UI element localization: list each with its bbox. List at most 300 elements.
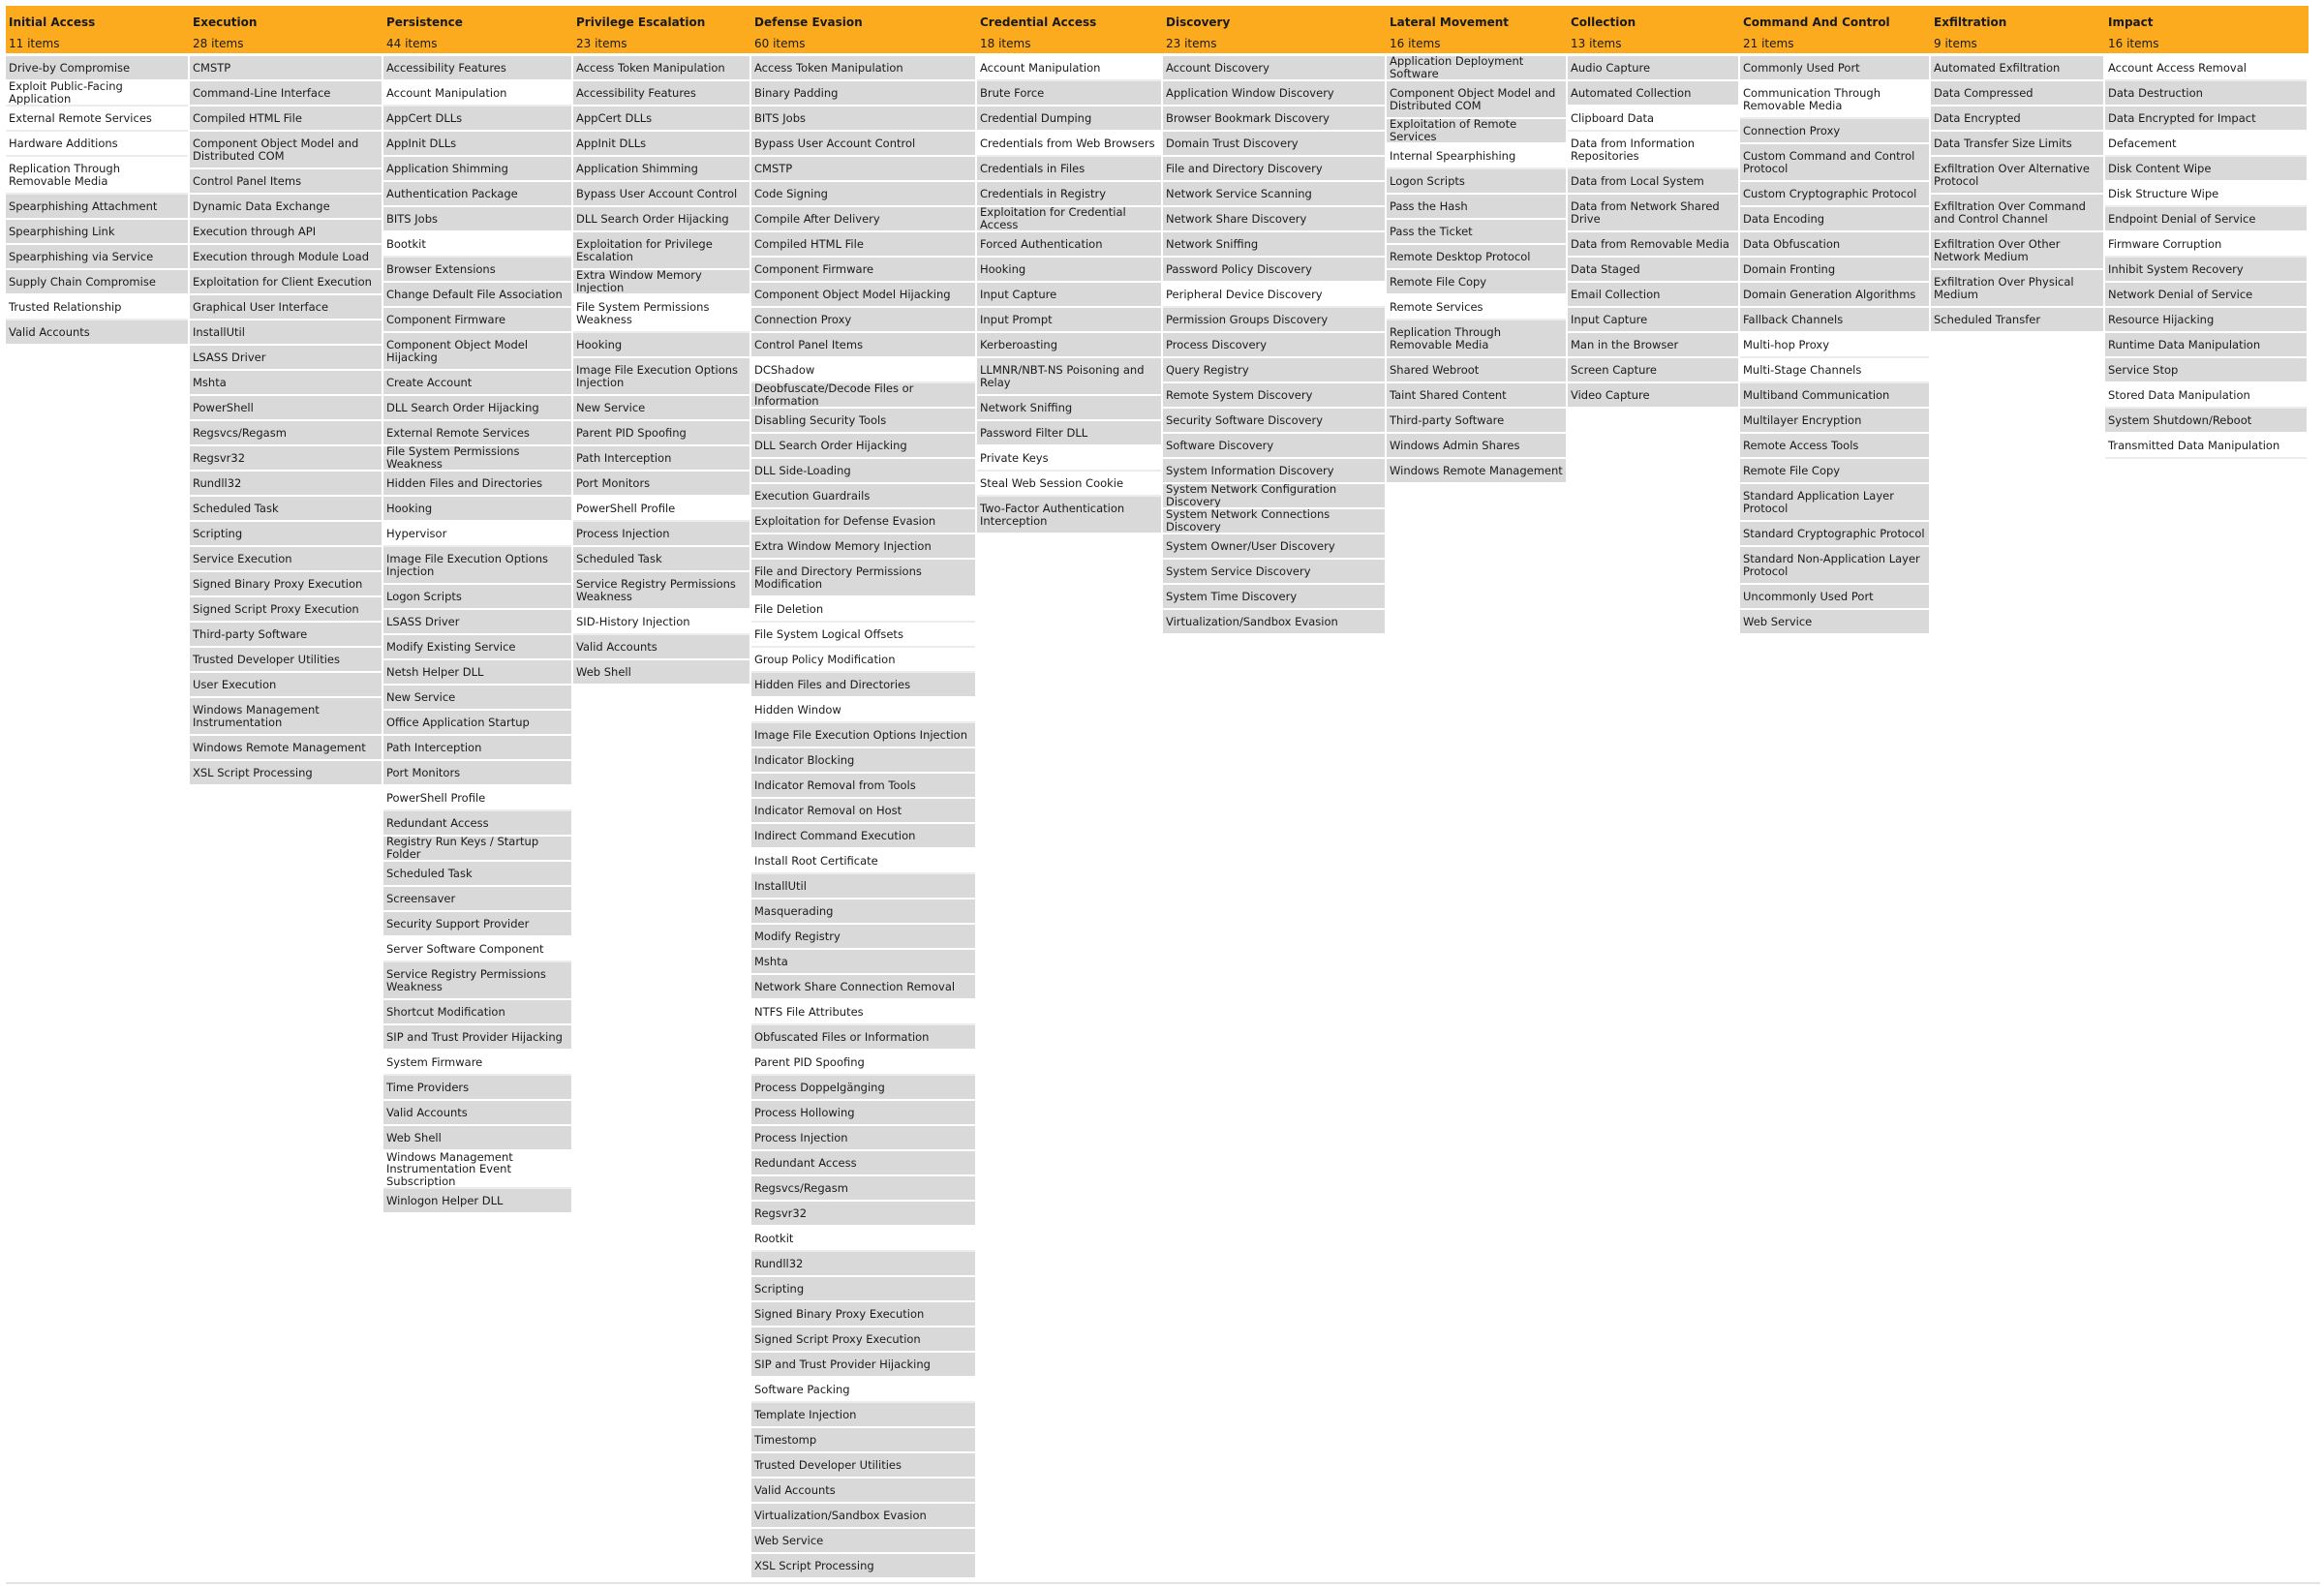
technique-cell[interactable]: Credential Dumping: [977, 107, 1161, 132]
technique-cell[interactable]: Commonly Used Port: [1740, 56, 1929, 81]
technique-cell[interactable]: Windows Remote Management: [1387, 459, 1566, 484]
technique-cell[interactable]: Compile After Delivery: [751, 207, 975, 232]
technique-cell[interactable]: Web Service: [751, 1529, 975, 1554]
technique-cell[interactable]: Internal Spearphishing: [1387, 144, 1566, 169]
technique-cell[interactable]: Peripheral Device Discovery: [1163, 283, 1385, 308]
technique-cell[interactable]: Runtime Data Manipulation: [2105, 333, 2307, 358]
technique-cell[interactable]: Password Filter DLL: [977, 421, 1161, 446]
technique-cell[interactable]: Software Discovery: [1163, 434, 1385, 459]
technique-cell[interactable]: Deobfuscate/Decode Files or Information: [751, 383, 975, 409]
technique-cell[interactable]: Data from Removable Media: [1568, 232, 1738, 258]
technique-cell[interactable]: Windows Admin Shares: [1387, 434, 1566, 459]
technique-cell[interactable]: Account Discovery: [1163, 56, 1385, 81]
technique-cell[interactable]: Parent PID Spoofing: [573, 421, 749, 446]
technique-cell[interactable]: Disk Content Wipe: [2105, 157, 2307, 182]
technique-cell[interactable]: Pass the Ticket: [1387, 220, 1566, 245]
technique-cell[interactable]: Virtualization/Sandbox Evasion: [751, 1504, 975, 1529]
technique-cell[interactable]: Masquerading: [751, 900, 975, 925]
technique-cell[interactable]: Hypervisor: [383, 522, 571, 547]
technique-cell[interactable]: File System Permissions Weakness: [573, 295, 749, 333]
technique-cell[interactable]: PowerShell: [190, 396, 382, 421]
technique-cell[interactable]: SIP and Trust Provider Hijacking: [751, 1353, 975, 1378]
technique-cell[interactable]: Hidden Window: [751, 698, 975, 723]
technique-cell[interactable]: Obfuscated Files or Information: [751, 1025, 975, 1051]
technique-cell[interactable]: Rundll32: [751, 1252, 975, 1277]
technique-cell[interactable]: Account Manipulation: [977, 56, 1161, 81]
technique-cell[interactable]: Exfiltration Over Physical Medium: [1931, 270, 2103, 308]
technique-cell[interactable]: System Network Connections Discovery: [1163, 509, 1385, 534]
technique-cell[interactable]: Password Policy Discovery: [1163, 258, 1385, 283]
technique-cell[interactable]: Credentials from Web Browsers: [977, 132, 1161, 157]
technique-cell[interactable]: Taint Shared Content: [1387, 383, 1566, 409]
technique-cell[interactable]: Control Panel Items: [751, 333, 975, 358]
technique-cell[interactable]: Pass the Hash: [1387, 195, 1566, 220]
technique-cell[interactable]: AppCert DLLs: [573, 107, 749, 132]
technique-cell[interactable]: Group Policy Modification: [751, 648, 975, 673]
technique-cell[interactable]: Security Support Provider: [383, 912, 571, 937]
technique-cell[interactable]: Winlogon Helper DLL: [383, 1189, 571, 1214]
technique-cell[interactable]: Exploitation for Defense Evasion: [751, 509, 975, 534]
technique-cell[interactable]: Automated Exfiltration: [1931, 56, 2103, 81]
technique-cell[interactable]: Audio Capture: [1568, 56, 1738, 81]
technique-cell[interactable]: Custom Cryptographic Protocol: [1740, 182, 1929, 207]
technique-cell[interactable]: Remote System Discovery: [1163, 383, 1385, 409]
technique-cell[interactable]: Valid Accounts: [6, 320, 188, 346]
technique-cell[interactable]: Access Token Manipulation: [751, 56, 975, 81]
technique-cell[interactable]: Server Software Component: [383, 937, 571, 962]
technique-cell[interactable]: Forced Authentication: [977, 232, 1161, 258]
technique-cell[interactable]: Service Registry Permissions Weakness: [383, 962, 571, 1000]
technique-cell[interactable]: Component Object Model Hijacking: [383, 333, 571, 371]
technique-cell[interactable]: Application Shimming: [573, 157, 749, 182]
technique-cell[interactable]: LSASS Driver: [190, 346, 382, 371]
technique-cell[interactable]: Process Injection: [573, 522, 749, 547]
tactic-header[interactable]: [1931, 6, 2105, 56]
technique-cell[interactable]: Path Interception: [383, 736, 571, 761]
technique-cell[interactable]: Change Default File Association: [383, 283, 571, 308]
technique-cell[interactable]: Port Monitors: [383, 761, 571, 786]
technique-cell[interactable]: Exfiltration Over Other Network Medium: [1931, 232, 2103, 270]
technique-cell[interactable]: Exploitation for Credential Access: [977, 207, 1161, 232]
technique-cell[interactable]: Trusted Developer Utilities: [751, 1453, 975, 1479]
technique-cell[interactable]: Credentials in Registry: [977, 182, 1161, 207]
technique-cell[interactable]: Transmitted Data Manipulation: [2105, 434, 2307, 459]
technique-cell[interactable]: Valid Accounts: [751, 1479, 975, 1504]
technique-cell[interactable]: File System Logical Offsets: [751, 623, 975, 648]
technique-cell[interactable]: XSL Script Processing: [751, 1554, 975, 1579]
tactic-header[interactable]: [1568, 6, 1740, 56]
technique-cell[interactable]: System Shutdown/Reboot: [2105, 409, 2307, 434]
technique-cell[interactable]: Signed Script Proxy Execution: [190, 597, 382, 623]
technique-cell[interactable]: Standard Application Layer Protocol: [1740, 484, 1929, 522]
technique-cell[interactable]: Firmware Corruption: [2105, 232, 2307, 258]
technique-cell[interactable]: Network Share Discovery: [1163, 207, 1385, 232]
technique-cell[interactable]: Execution through Module Load: [190, 245, 382, 270]
technique-cell[interactable]: Scheduled Task: [383, 862, 571, 887]
technique-cell[interactable]: Service Registry Permissions Weakness: [573, 572, 749, 610]
technique-cell[interactable]: Resource Hijacking: [2105, 308, 2307, 333]
technique-cell[interactable]: Credentials in Files: [977, 157, 1161, 182]
technique-cell[interactable]: DLL Side-Loading: [751, 459, 975, 484]
technique-cell[interactable]: External Remote Services: [383, 421, 571, 446]
technique-cell[interactable]: Data Compressed: [1931, 81, 2103, 107]
technique-cell[interactable]: Remote Services: [1387, 295, 1566, 320]
technique-cell[interactable]: AppInit DLLs: [383, 132, 571, 157]
technique-cell[interactable]: Modify Registry: [751, 925, 975, 950]
technique-cell[interactable]: Office Application Startup: [383, 711, 571, 736]
technique-cell[interactable]: Exfiltration Over Command and Control Channel: [1931, 195, 2103, 232]
technique-cell[interactable]: Data from Information Repositories: [1568, 132, 1738, 169]
technique-cell[interactable]: AppInit DLLs: [573, 132, 749, 157]
technique-cell[interactable]: Scheduled Task: [190, 497, 382, 522]
technique-cell[interactable]: Web Shell: [573, 660, 749, 686]
technique-cell[interactable]: Indicator Removal from Tools: [751, 774, 975, 799]
technique-cell[interactable]: Valid Accounts: [573, 635, 749, 660]
technique-cell[interactable]: Code Signing: [751, 182, 975, 207]
technique-cell[interactable]: Registry Run Keys / Startup Folder: [383, 837, 571, 862]
technique-cell[interactable]: Exploitation for Privilege Escalation: [573, 232, 749, 270]
technique-cell[interactable]: System Firmware: [383, 1051, 571, 1076]
technique-cell[interactable]: Logon Scripts: [1387, 169, 1566, 195]
technique-cell[interactable]: Compiled HTML File: [190, 107, 382, 132]
technique-cell[interactable]: Component Object Model Hijacking: [751, 283, 975, 308]
technique-cell[interactable]: Modify Existing Service: [383, 635, 571, 660]
technique-cell[interactable]: InstallUtil: [190, 320, 382, 346]
technique-cell[interactable]: Spearphishing Link: [6, 220, 188, 245]
tactic-column: [977, 6, 1163, 534]
technique-cell[interactable]: Data from Network Shared Drive: [1568, 195, 1738, 232]
technique-cell[interactable]: Application Deployment Software: [1387, 56, 1566, 81]
technique-cell[interactable]: Valid Accounts: [383, 1101, 571, 1126]
technique-cell[interactable]: Windows Management Instrumentation: [190, 698, 382, 736]
technique-cell[interactable]: Network Sniffing: [1163, 232, 1385, 258]
technique-cell[interactable]: Connection Proxy: [1740, 119, 1929, 144]
technique-cell[interactable]: New Service: [383, 686, 571, 711]
technique-cell[interactable]: Disabling Security Tools: [751, 409, 975, 434]
technique-cell[interactable]: Multi-hop Proxy: [1740, 333, 1929, 358]
technique-cell[interactable]: Shortcut Modification: [383, 1000, 571, 1025]
technique-cell[interactable]: Permission Groups Discovery: [1163, 308, 1385, 333]
technique-cell[interactable]: Domain Trust Discovery: [1163, 132, 1385, 157]
technique-cell[interactable]: Multilayer Encryption: [1740, 409, 1929, 434]
tactic-header[interactable]: [383, 6, 573, 56]
technique-cell[interactable]: DLL Search Order Hijacking: [383, 396, 571, 421]
technique-cell[interactable]: Template Injection: [751, 1403, 975, 1428]
technique-cell[interactable]: New Service: [573, 396, 749, 421]
technique-cell[interactable]: Domain Fronting: [1740, 258, 1929, 283]
technique-cell[interactable]: Inhibit System Recovery: [2105, 258, 2307, 283]
technique-cell[interactable]: Component Firmware: [383, 308, 571, 333]
tactic-name: Execution: [193, 15, 258, 29]
technique-cell[interactable]: Screen Capture: [1568, 358, 1738, 383]
technique-cell[interactable]: Authentication Package: [383, 182, 571, 207]
technique-cell[interactable]: Multi-Stage Channels: [1740, 358, 1929, 383]
technique-cell[interactable]: Component Object Model and Distributed COM: [1387, 81, 1566, 119]
technique-cell[interactable]: Input Capture: [1568, 308, 1738, 333]
technique-cell[interactable]: Redundant Access: [751, 1151, 975, 1176]
technique-cell[interactable]: Accessibility Features: [383, 56, 571, 81]
technique-cell[interactable]: DLL Search Order Hijacking: [573, 207, 749, 232]
technique-cell[interactable]: Windows Management Instrumentation Event Subscription: [383, 1151, 571, 1189]
technique-cell[interactable]: Software Packing: [751, 1378, 975, 1403]
technique-cell[interactable]: Regsvr32: [751, 1202, 975, 1227]
technique-cell[interactable]: Regsvcs/Regasm: [751, 1176, 975, 1202]
technique-cell[interactable]: Network Sniffing: [977, 396, 1161, 421]
technique-cell[interactable]: BITS Jobs: [383, 207, 571, 232]
technique-cell[interactable]: Trusted Developer Utilities: [190, 648, 382, 673]
tactic-column: [2105, 6, 2309, 459]
technique-cell[interactable]: Indirect Command Execution: [751, 824, 975, 849]
technique-cell[interactable]: Exploitation for Client Execution: [190, 270, 382, 295]
technique-cell[interactable]: Hardware Additions: [6, 132, 188, 157]
technique-cell[interactable]: PowerShell Profile: [383, 786, 571, 811]
technique-cell[interactable]: Process Discovery: [1163, 333, 1385, 358]
technique-cell[interactable]: Data Encrypted for Impact: [2105, 107, 2307, 132]
technique-cell[interactable]: Execution Guardrails: [751, 484, 975, 509]
technique-cell[interactable]: Third-party Software: [190, 623, 382, 648]
tactic-header[interactable]: [1163, 6, 1387, 56]
technique-cell[interactable]: Path Interception: [573, 446, 749, 472]
technique-cell[interactable]: Compiled HTML File: [751, 232, 975, 258]
technique-cell[interactable]: File and Directory Permissions Modification: [751, 560, 975, 597]
technique-cell[interactable]: Image File Execution Options Injection: [573, 358, 749, 396]
technique-cell[interactable]: File Deletion: [751, 597, 975, 623]
technique-cell[interactable]: System Service Discovery: [1163, 560, 1385, 585]
tactic-header[interactable]: [573, 6, 751, 56]
technique-cell[interactable]: Spearphishing via Service: [6, 245, 188, 270]
technique-cell[interactable]: PowerShell Profile: [573, 497, 749, 522]
tactic-header[interactable]: [2105, 6, 2309, 56]
technique-cell[interactable]: Remote Desktop Protocol: [1387, 245, 1566, 270]
tactic-item-count: 28 items: [193, 37, 244, 50]
technique-cell[interactable]: Remote File Copy: [1740, 459, 1929, 484]
technique-cell[interactable]: Remote File Copy: [1387, 270, 1566, 295]
technique-cell[interactable]: Network Share Connection Removal: [751, 975, 975, 1000]
technique-cell[interactable]: Command-Line Interface: [190, 81, 382, 107]
technique-cell[interactable]: External Remote Services: [6, 107, 188, 132]
technique-cell[interactable]: Mshta: [751, 950, 975, 975]
technique-cell[interactable]: Mshta: [190, 371, 382, 396]
technique-cell[interactable]: Communication Through Removable Media: [1740, 81, 1929, 119]
technique-cell[interactable]: Image File Execution Options Injection: [751, 723, 975, 748]
technique-cell[interactable]: Trusted Relationship: [6, 295, 188, 320]
technique-cell[interactable]: Regsvr32: [190, 446, 382, 472]
technique-cell[interactable]: Hidden Files and Directories: [751, 673, 975, 698]
technique-cell[interactable]: Input Prompt: [977, 308, 1161, 333]
technique-cell[interactable]: Brute Force: [977, 81, 1161, 107]
technique-cell[interactable]: Two-Factor Authentication Interception: [977, 497, 1161, 534]
technique-cell[interactable]: Install Root Certificate: [751, 849, 975, 874]
technique-cell[interactable]: Connection Proxy: [751, 308, 975, 333]
technique-cell[interactable]: Component Firmware: [751, 258, 975, 283]
technique-cell[interactable]: Redundant Access: [383, 811, 571, 837]
technique-cell[interactable]: Extra Window Memory Injection: [573, 270, 749, 295]
technique-cell[interactable]: Uncommonly Used Port: [1740, 585, 1929, 610]
technique-cell[interactable]: Browser Bookmark Discovery: [1163, 107, 1385, 132]
technique-cell[interactable]: Exfiltration Over Alternative Protocol: [1931, 157, 2103, 195]
technique-cell[interactable]: Security Software Discovery: [1163, 409, 1385, 434]
technique-cell[interactable]: Query Registry: [1163, 358, 1385, 383]
technique-cell[interactable]: Rundll32: [190, 472, 382, 497]
technique-cell[interactable]: System Network Configuration Discovery: [1163, 484, 1385, 509]
technique-cell[interactable]: Bypass User Account Control: [573, 182, 749, 207]
technique-cell[interactable]: Access Token Manipulation: [573, 56, 749, 81]
technique-cell[interactable]: Regsvcs/Regasm: [190, 421, 382, 446]
technique-cell[interactable]: InstallUtil: [751, 874, 975, 900]
technique-cell[interactable]: User Execution: [190, 673, 382, 698]
technique-cell[interactable]: Time Providers: [383, 1076, 571, 1101]
technique-cell[interactable]: BITS Jobs: [751, 107, 975, 132]
technique-cell[interactable]: Process Hollowing: [751, 1101, 975, 1126]
tactic-name: Collection: [1571, 15, 1636, 29]
technique-cell[interactable]: Image File Execution Options Injection: [383, 547, 571, 585]
technique-cell[interactable]: Indicator Blocking: [751, 748, 975, 774]
technique-cell[interactable]: Data Encrypted: [1931, 107, 2103, 132]
technique-cell[interactable]: CMSTP: [751, 157, 975, 182]
technique-cell[interactable]: Scheduled Transfer: [1931, 308, 2103, 333]
technique-cell[interactable]: Signed Binary Proxy Execution: [190, 572, 382, 597]
technique-cell[interactable]: Signed Script Proxy Execution: [751, 1327, 975, 1353]
tactic-header[interactable]: [6, 6, 190, 56]
technique-cell[interactable]: Disk Structure Wipe: [2105, 182, 2307, 207]
technique-cell[interactable]: Service Execution: [190, 547, 382, 572]
technique-cell[interactable]: XSL Script Processing: [190, 761, 382, 786]
technique-cell[interactable]: Data Staged: [1568, 258, 1738, 283]
technique-cell[interactable]: Hidden Files and Directories: [383, 472, 571, 497]
technique-cell[interactable]: Virtualization/Sandbox Evasion: [1163, 610, 1385, 635]
technique-cell[interactable]: Fallback Channels: [1740, 308, 1929, 333]
technique-cell[interactable]: Service Stop: [2105, 358, 2307, 383]
technique-cell[interactable]: Scripting: [190, 522, 382, 547]
technique-cell[interactable]: Shared Webroot: [1387, 358, 1566, 383]
technique-cell[interactable]: Execution through API: [190, 220, 382, 245]
technique-cell[interactable]: Multiband Communication: [1740, 383, 1929, 409]
technique-cell[interactable]: CMSTP: [190, 56, 382, 81]
technique-cell[interactable]: Stored Data Manipulation: [2105, 383, 2307, 409]
technique-cell[interactable]: LSASS Driver: [383, 610, 571, 635]
technique-cell[interactable]: Process Doppelgänging: [751, 1076, 975, 1101]
technique-cell[interactable]: Custom Command and Control Protocol: [1740, 144, 1929, 182]
technique-cell[interactable]: Accessibility Features: [573, 81, 749, 107]
technique-cell[interactable]: Application Shimming: [383, 157, 571, 182]
technique-cell[interactable]: Browser Extensions: [383, 258, 571, 283]
technique-cell[interactable]: Scripting: [751, 1277, 975, 1302]
technique-cell[interactable]: Create Account: [383, 371, 571, 396]
technique-cell[interactable]: Private Keys: [977, 446, 1161, 472]
technique-cell[interactable]: LLMNR/NBT-NS Poisoning and Relay: [977, 358, 1161, 396]
technique-cell[interactable]: Network Service Scanning: [1163, 182, 1385, 207]
technique-cell[interactable]: Steal Web Session Cookie: [977, 472, 1161, 497]
technique-cell[interactable]: Signed Binary Proxy Execution: [751, 1302, 975, 1327]
technique-cell[interactable]: Video Capture: [1568, 383, 1738, 409]
technique-cell[interactable]: Standard Non-Application Layer Protocol: [1740, 547, 1929, 585]
technique-cell[interactable]: Screensaver: [383, 887, 571, 912]
technique-cell[interactable]: Data from Local System: [1568, 169, 1738, 195]
tactic-header[interactable]: [1740, 6, 1931, 56]
technique-cell[interactable]: Kerberoasting: [977, 333, 1161, 358]
tactic-item-count: 16 items: [2108, 37, 2159, 50]
technique-cell[interactable]: System Information Discovery: [1163, 459, 1385, 484]
technique-cell[interactable]: Dynamic Data Exchange: [190, 195, 382, 220]
technique-cell[interactable]: Clipboard Data: [1568, 107, 1738, 132]
technique-cell[interactable]: System Time Discovery: [1163, 585, 1385, 610]
technique-cell[interactable]: Defacement: [2105, 132, 2307, 157]
technique-cell[interactable]: Graphical User Interface: [190, 295, 382, 320]
technique-cell[interactable]: Exploitation of Remote Services: [1387, 119, 1566, 144]
technique-cell[interactable]: Application Window Discovery: [1163, 81, 1385, 107]
technique-cell[interactable]: Network Denial of Service: [2105, 283, 2307, 308]
technique-cell[interactable]: Component Object Model and Distributed COM: [190, 132, 382, 169]
technique-cell[interactable]: Control Panel Items: [190, 169, 382, 195]
technique-cell[interactable]: Bootkit: [383, 232, 571, 258]
tactic-header[interactable]: [751, 6, 977, 56]
technique-cell[interactable]: Supply Chain Compromise: [6, 270, 188, 295]
tactic-header[interactable]: [977, 6, 1163, 56]
technique-cell[interactable]: Automated Collection: [1568, 81, 1738, 107]
technique-cell[interactable]: Third-party Software: [1387, 409, 1566, 434]
technique-cell[interactable]: Input Capture: [977, 283, 1161, 308]
technique-cell[interactable]: Scheduled Task: [573, 547, 749, 572]
technique-cell[interactable]: Extra Window Memory Injection: [751, 534, 975, 560]
technique-cell[interactable]: Process Injection: [751, 1126, 975, 1151]
technique-cell[interactable]: Data Obfuscation: [1740, 232, 1929, 258]
technique-cell[interactable]: Email Collection: [1568, 283, 1738, 308]
technique-cell[interactable]: Drive-by Compromise: [6, 56, 188, 81]
tactic-header[interactable]: [1387, 6, 1568, 56]
technique-cell[interactable]: Man in the Browser: [1568, 333, 1738, 358]
technique-cell[interactable]: NTFS File Attributes: [751, 1000, 975, 1025]
technique-cell[interactable]: Hooking: [573, 333, 749, 358]
technique-cell[interactable]: Netsh Helper DLL: [383, 660, 571, 686]
technique-cell[interactable]: SIP and Trust Provider Hijacking: [383, 1025, 571, 1051]
technique-cell[interactable]: Replication Through Removable Media: [6, 157, 188, 195]
technique-cell[interactable]: Data Encoding: [1740, 207, 1929, 232]
technique-cell[interactable]: Hooking: [977, 258, 1161, 283]
technique-cell[interactable]: Data Transfer Size Limits: [1931, 132, 2103, 157]
technique-cell[interactable]: Indicator Removal on Host: [751, 799, 975, 824]
technique-cell[interactable]: System Owner/User Discovery: [1163, 534, 1385, 560]
technique-cell[interactable]: Timestomp: [751, 1428, 975, 1453]
technique-cell[interactable]: DCShadow: [751, 358, 975, 383]
technique-cell[interactable]: Remote Access Tools: [1740, 434, 1929, 459]
technique-cell[interactable]: Bypass User Account Control: [751, 132, 975, 157]
technique-cell[interactable]: Web Shell: [383, 1126, 571, 1151]
technique-cell[interactable]: Logon Scripts: [383, 585, 571, 610]
technique-cell[interactable]: Parent PID Spoofing: [751, 1051, 975, 1076]
technique-cell[interactable]: File System Permissions Weakness: [383, 446, 571, 472]
technique-cell[interactable]: File and Directory Discovery: [1163, 157, 1385, 182]
technique-cell[interactable]: AppCert DLLs: [383, 107, 571, 132]
tactic-header[interactable]: [190, 6, 383, 56]
technique-cell[interactable]: Windows Remote Management: [190, 736, 382, 761]
technique-cell[interactable]: Replication Through Removable Media: [1387, 320, 1566, 358]
technique-cell[interactable]: Rootkit: [751, 1227, 975, 1252]
technique-cell[interactable]: Account Manipulation: [383, 81, 571, 107]
technique-cell[interactable]: Endpoint Denial of Service: [2105, 207, 2307, 232]
technique-cell[interactable]: Account Access Removal: [2105, 56, 2307, 81]
technique-cell[interactable]: Port Monitors: [573, 472, 749, 497]
technique-cell[interactable]: Exploit Public-Facing Application: [6, 81, 188, 107]
technique-cell[interactable]: Spearphishing Attachment: [6, 195, 188, 220]
technique-cell[interactable]: DLL Search Order Hijacking: [751, 434, 975, 459]
technique-cell[interactable]: Hooking: [383, 497, 571, 522]
technique-cell[interactable]: Standard Cryptographic Protocol: [1740, 522, 1929, 547]
technique-cell[interactable]: Domain Generation Algorithms: [1740, 283, 1929, 308]
technique-cell[interactable]: Data Destruction: [2105, 81, 2307, 107]
technique-cell[interactable]: SID-History Injection: [573, 610, 749, 635]
technique-cell[interactable]: Web Service: [1740, 610, 1929, 635]
technique-cell[interactable]: Binary Padding: [751, 81, 975, 107]
